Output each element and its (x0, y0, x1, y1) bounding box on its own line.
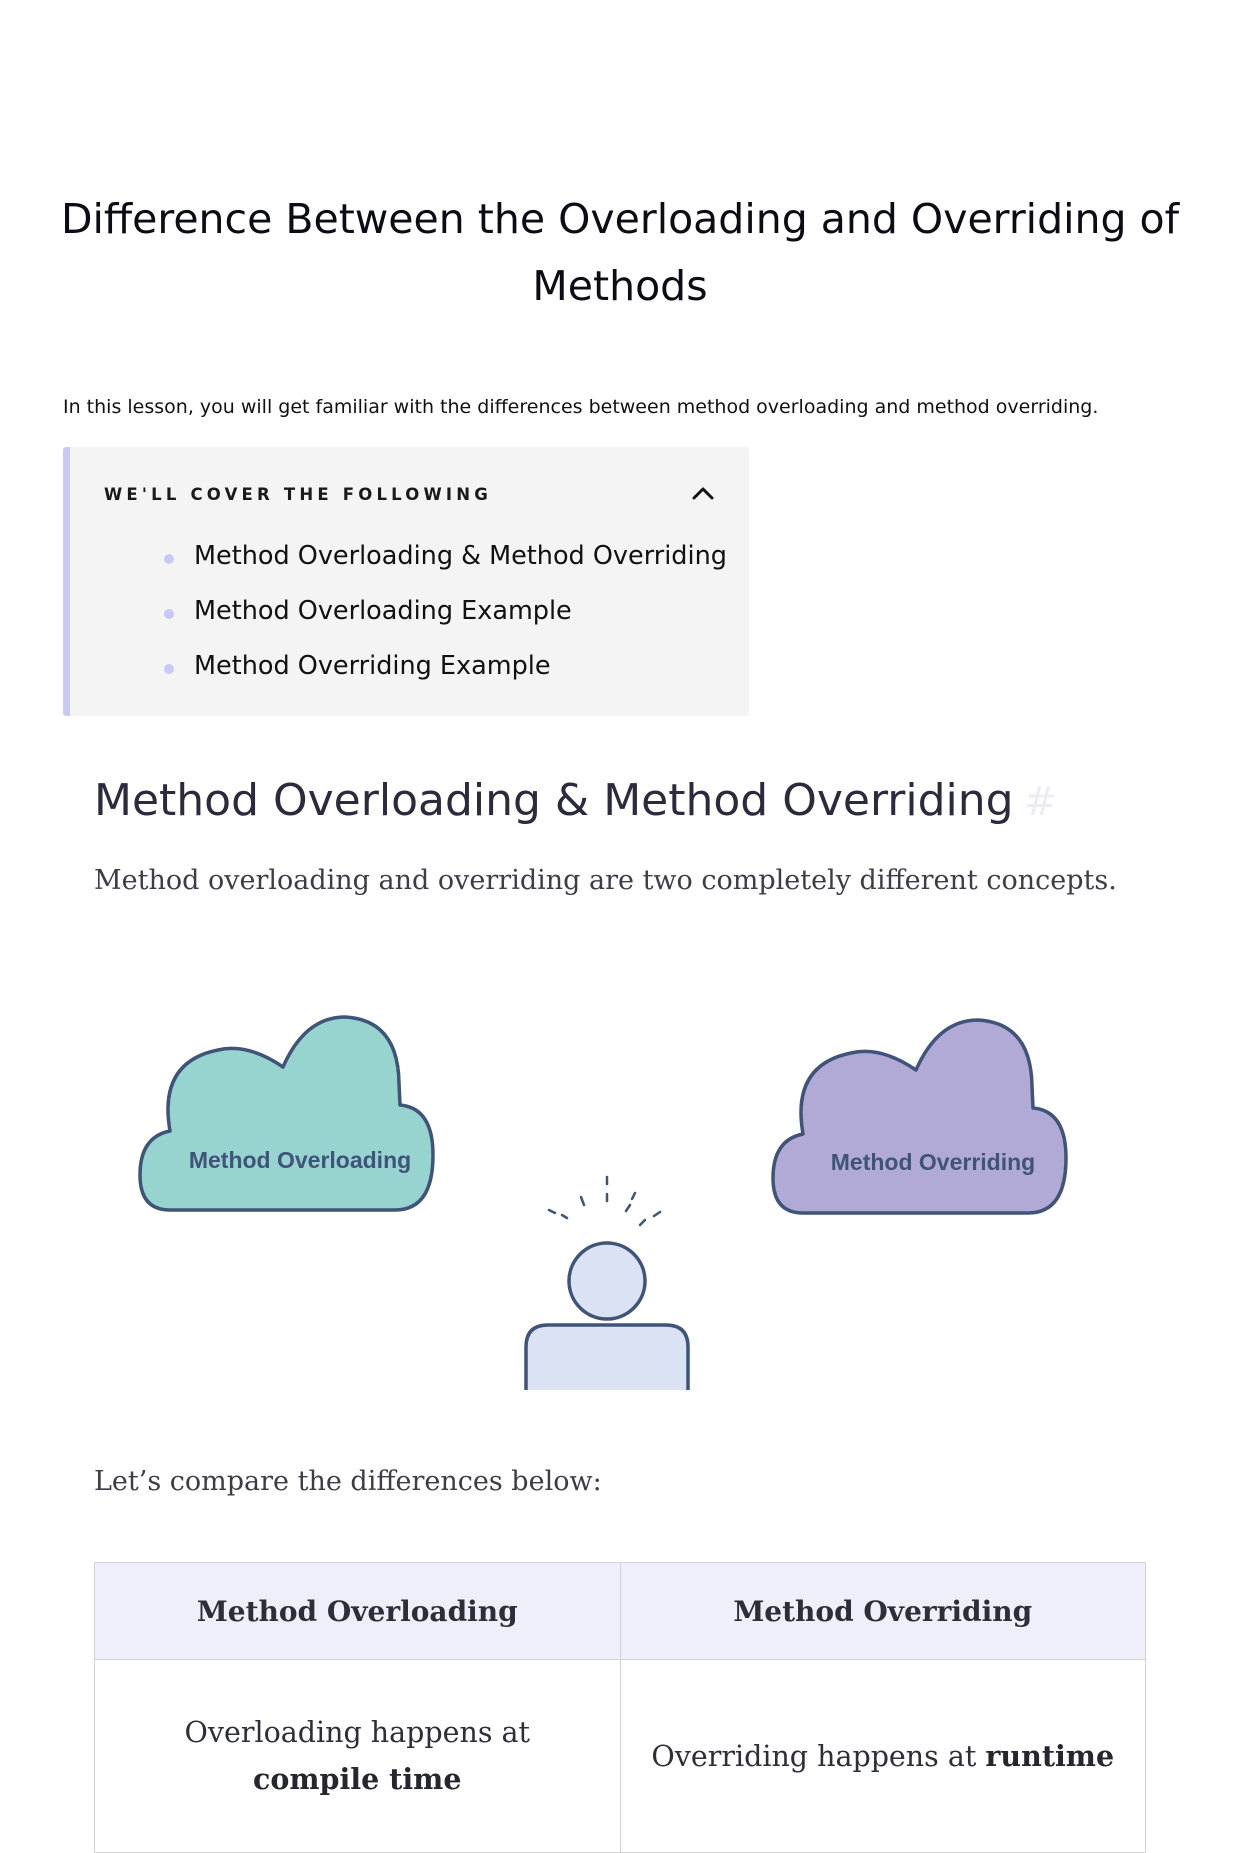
header-method-overloading: Method Overloading (95, 1563, 621, 1660)
section-paragraph: Method overloading and overriding are two completely different concepts. (94, 865, 1117, 896)
cell-text: Overriding happens at (651, 1739, 986, 1773)
overriding-cloud-label: Method Overriding (830, 1149, 1036, 1175)
comparison-table (94, 1562, 1146, 1853)
cell-overloading-time (95, 1660, 621, 1853)
overriding-cloud-icon (773, 1020, 1066, 1213)
lesson-intro: In this lesson, you will get familiar with the differences between method overloading and method overriding. (63, 396, 1099, 418)
overloading-cloud-label: Method Overloading (188, 1147, 412, 1173)
toc-item-overloading-overriding[interactable]: Method Overloading & Method Overriding (164, 529, 727, 584)
overloading-overriding-illustration (130, 1005, 1110, 1405)
page-title: Difference Between the Overloading and Overriding of Methods (60, 195, 1180, 310)
section-heading-text: Method Overloading & Method Overriding (94, 775, 1014, 826)
thinking-lines-icon (549, 1177, 660, 1225)
compare-intro: Let’s compare the differences below: (94, 1466, 602, 1497)
overriding-cloud-shape (773, 1020, 1066, 1213)
table-of-contents (63, 447, 749, 716)
cell-text: Overloading happens at (184, 1715, 530, 1749)
chevron-up-icon[interactable] (690, 481, 716, 505)
header-method-overriding: Method Overriding (620, 1563, 1146, 1660)
cell-bold: runtime (985, 1738, 1115, 1773)
section-heading (94, 770, 1057, 833)
anchor-link-icon[interactable]: # (1023, 779, 1058, 825)
toc-list (164, 529, 727, 694)
table-row (95, 1660, 1146, 1853)
toc-item-overriding-example[interactable]: Method Overriding Example (164, 639, 727, 694)
cell-bold: compile time (253, 1761, 462, 1796)
person-icon (526, 1243, 688, 1390)
toc-item-overloading-example[interactable]: Method Overloading Example (164, 584, 727, 639)
toc-heading: WE'LL COVER THE FOLLOWING (104, 485, 493, 504)
overloading-cloud-icon (140, 1017, 433, 1210)
table-header-row (95, 1563, 1146, 1660)
overloading-cloud-shape (140, 1017, 433, 1210)
cell-overriding-time (620, 1660, 1146, 1853)
